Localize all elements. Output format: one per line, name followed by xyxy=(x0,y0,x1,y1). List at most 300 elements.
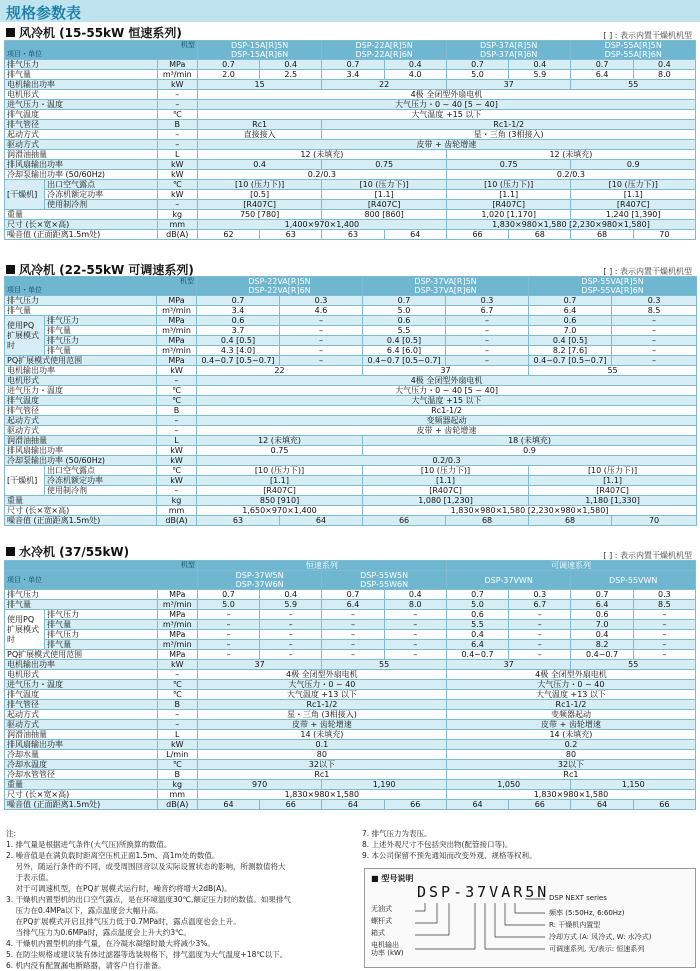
value-cell: Rc1-1/2 xyxy=(197,406,697,416)
model-name-cell: DSP-55VWN xyxy=(571,571,696,590)
row-label: 排气温度 xyxy=(5,690,158,700)
table-row xyxy=(5,406,697,416)
square-bullet-icon xyxy=(6,28,15,37)
value-cell: [1.1] xyxy=(529,476,697,486)
value-cell: 星・三角 (3相接入) xyxy=(322,130,696,140)
row-unit: L xyxy=(157,730,197,740)
value-cell: 0.4 xyxy=(571,630,633,640)
table-row xyxy=(5,230,696,240)
row-label: 排气压力 xyxy=(5,60,158,70)
value-cell: 14 (未填充) xyxy=(197,730,446,740)
row-unit: MPa xyxy=(157,60,197,70)
value-cell: – xyxy=(260,610,322,620)
table-row xyxy=(5,750,696,760)
table-row xyxy=(5,60,696,70)
value-cell: 0.4 xyxy=(509,60,571,70)
dryer-note: [ ] : 表示内置干燥机机型 xyxy=(603,267,692,276)
row-label: 进气压力・温度 xyxy=(5,680,158,690)
value-cell: 0.7 xyxy=(571,590,633,600)
row-label: 排气温度 xyxy=(5,110,158,120)
row-label: 驱动方式 xyxy=(5,426,157,436)
row-unit: ℃ xyxy=(157,396,197,406)
table-row xyxy=(5,386,697,396)
value-cell: 0.7 xyxy=(446,590,508,600)
row-unit: dB(A) xyxy=(157,800,197,810)
value-cell: Rc1-1/2 xyxy=(197,700,446,710)
value-cell: 1,080 [1,230] xyxy=(363,496,529,506)
value-cell: [1.1] xyxy=(322,190,447,200)
table-row xyxy=(5,466,697,476)
value-cell: 3.4 xyxy=(197,306,280,316)
row-label: 排气管径 xyxy=(5,120,158,130)
value-cell: [10 (压力下)] xyxy=(446,180,571,190)
row-unit: MPa xyxy=(157,336,197,346)
note-item: 9. 本公司保留不预先通知而改变外观、规格等权利。 xyxy=(362,851,537,860)
page-title: 规格参数表 xyxy=(6,4,82,22)
row-label: 电机输出功率 xyxy=(5,660,158,670)
table-header-row xyxy=(5,571,696,590)
value-cell: 5.0 xyxy=(446,600,508,610)
model-code-right-label: 可调速系列, 无/表示: 恒速系列 xyxy=(549,945,645,953)
table-row xyxy=(5,376,697,386)
table-row xyxy=(5,426,697,436)
value-cell: 1,050 xyxy=(446,780,571,790)
row-label: 排风扇输出功率 xyxy=(5,740,158,750)
value-cell: 0.7 xyxy=(529,296,612,306)
row-label: 排气量 xyxy=(45,326,157,336)
value-cell: 0.4 xyxy=(446,630,508,640)
header-model-label: 机型 xyxy=(180,41,195,49)
value-cell: 4极 全闭型外扇电机 xyxy=(197,376,697,386)
header-item-label: 项目・单位 xyxy=(7,50,42,58)
value-cell: 大气温度 +15 以下 xyxy=(197,110,695,120)
value-cell: – xyxy=(384,620,446,630)
model-name-cell: DSP-55A[R]5N DSP-55A[R]6N xyxy=(571,41,696,60)
value-cell: – xyxy=(509,650,571,660)
table-row xyxy=(5,130,696,140)
notes-block-2 xyxy=(362,828,692,861)
value-cell: [1.1] xyxy=(197,476,363,486)
note-item: 1. 排气量是根据进气条件(大气压)所换算的数值。 xyxy=(6,840,172,849)
value-cell: 0.4 xyxy=(260,60,322,70)
value-cell: 0.6 xyxy=(446,610,508,620)
model-name-cell: DSP-37W5N DSP-37W6N xyxy=(197,571,322,590)
value-cell: – xyxy=(384,630,446,640)
row-unit: dB(A) xyxy=(157,516,197,526)
value-cell: 8.0 xyxy=(384,600,446,610)
value-cell: 变频器起动 xyxy=(446,710,695,720)
value-cell: 0.1 xyxy=(197,740,446,750)
row-label: 排气压力 xyxy=(45,610,157,620)
value-cell: 8.5 xyxy=(612,306,697,316)
row-unit: – xyxy=(157,720,197,730)
model-name-cell: DSP-22A[R]5N DSP-22A[R]6N xyxy=(322,41,447,60)
row-unit: – xyxy=(157,376,197,386)
value-cell: 6.4 xyxy=(322,600,384,610)
table-row xyxy=(5,720,696,730)
table-row xyxy=(5,680,696,690)
model-code-left-label: 电机输出 功率 (kW) xyxy=(371,941,404,957)
row-label: 尺寸 (长×宽×高) xyxy=(5,506,157,516)
value-cell: 800 [860] xyxy=(322,210,447,220)
table-row xyxy=(5,710,696,720)
row-unit: kW xyxy=(157,80,197,90)
value-cell: 0.7 xyxy=(363,296,446,306)
table-row xyxy=(5,120,696,130)
row-label: 排风扇输出功率 xyxy=(5,446,157,456)
value-cell: 66 xyxy=(509,800,571,810)
value-cell: – xyxy=(446,346,529,356)
value-cell: 4极 全闭型外扇电机 xyxy=(197,90,695,100)
row-label: 重量 xyxy=(5,780,158,790)
value-cell: 7.0 xyxy=(571,620,633,630)
value-cell: 70 xyxy=(612,516,697,526)
value-cell: 64 xyxy=(280,516,363,526)
value-cell: – xyxy=(446,336,529,346)
notes-list xyxy=(362,828,692,861)
value-cell: 0.4 xyxy=(197,160,322,170)
group-variable-label: 可调速系列 xyxy=(446,561,695,571)
row-label: 进气压力・温度 xyxy=(5,386,157,396)
table-row xyxy=(5,170,696,180)
value-cell: [10 (压力下)] xyxy=(571,180,696,190)
value-cell: 22 xyxy=(322,80,447,90)
value-cell: 68 xyxy=(509,230,571,240)
table-row xyxy=(5,590,696,600)
table-row xyxy=(5,346,697,356)
note-item: 8. 上述外观尺寸不包括突出物(配管接口等)。 xyxy=(362,840,513,849)
value-cell: 6.4 [6.0] xyxy=(363,346,446,356)
value-cell: 5.0 xyxy=(363,306,446,316)
table-group-header-row xyxy=(5,561,696,571)
value-cell: 55 xyxy=(529,366,697,376)
model-name-cell: DSP-22VA[R]5N DSP-22VA[R]6N xyxy=(197,277,363,296)
value-cell: 0.4~0.7 [0.5~0.7] xyxy=(197,356,280,366)
section-title-fixed: 风冷机 (15-55kW 恒速系列) xyxy=(6,24,182,41)
table-row xyxy=(5,700,696,710)
value-cell: 63 xyxy=(260,230,322,240)
row-unit: kg xyxy=(157,496,197,506)
value-cell: [1.1] xyxy=(446,190,571,200)
value-cell: – xyxy=(446,356,529,366)
row-label: 起动方式 xyxy=(5,710,158,720)
row-unit: L xyxy=(157,150,197,160)
value-cell: – xyxy=(322,620,384,630)
value-cell: – xyxy=(280,346,363,356)
table-row xyxy=(5,316,697,326)
value-cell: 66 xyxy=(633,800,695,810)
value-cell: – xyxy=(509,610,571,620)
value-cell: – xyxy=(509,640,571,650)
note-item: 在PQ扩展模式开启且排气压力低于0.7MPa时，露点温度也会上升。 xyxy=(6,917,241,926)
value-cell: 64 xyxy=(197,800,259,810)
value-cell: – xyxy=(509,620,571,630)
row-label: 润滑油抽量 xyxy=(5,730,158,740)
model-name-cell: DSP-37A[R]5N DSP-37A[R]6N xyxy=(446,41,571,60)
model-name-cell: DSP-37VWN xyxy=(446,571,571,590)
row-label: 电机输出功率 xyxy=(5,80,158,90)
table-row xyxy=(5,356,697,366)
row-unit: MPa xyxy=(157,650,197,660)
row-label: 排气量 xyxy=(45,640,157,650)
header-model-label: 机型 xyxy=(5,561,198,571)
dryer-note: [ ] : 表示内置干燥机机型 xyxy=(603,551,692,560)
value-cell: 0.9 xyxy=(571,160,696,170)
value-cell: [1.1] xyxy=(363,476,529,486)
value-cell: 0.3 xyxy=(280,296,363,306)
row-label: 排气压力 xyxy=(5,296,157,306)
row-unit: kg xyxy=(157,210,197,220)
value-cell: – xyxy=(197,630,259,640)
value-cell: – xyxy=(260,620,322,630)
value-cell: 4.3 [4.0] xyxy=(197,346,280,356)
value-cell: Rc1 xyxy=(446,770,695,780)
value-cell: 0.4 xyxy=(384,60,446,70)
row-unit: kW xyxy=(157,366,197,376)
row-label: 噪音值 (正面距离1.5m处) xyxy=(5,516,157,526)
row-unit: MPa xyxy=(157,610,197,620)
row-unit: B xyxy=(157,406,197,416)
value-cell: 8.2 xyxy=(571,640,633,650)
value-cell: [0.5] xyxy=(197,190,322,200)
value-cell: 850 [910] xyxy=(197,496,363,506)
value-cell: 0.3 xyxy=(509,590,571,600)
value-cell: – xyxy=(260,650,322,660)
value-cell: 1,180 [1,330] xyxy=(529,496,697,506)
table-row xyxy=(5,180,696,190)
value-cell: 皮带 + 齿轮增速 xyxy=(197,426,697,436)
value-cell: [R407C] xyxy=(529,486,697,496)
value-cell: 37 xyxy=(363,366,529,376)
model-code-left-label: 无油式 xyxy=(371,905,392,913)
row-label: 排气温度 xyxy=(5,396,157,406)
model-code-right-label: 频率 (5:50Hz, 6:60Hz) xyxy=(549,909,625,917)
row-unit: – xyxy=(157,90,197,100)
header-item-label: 项目・单位 xyxy=(5,571,198,590)
value-cell: 0.7 xyxy=(571,60,633,70)
row-unit: B xyxy=(157,700,197,710)
row-unit: MPa xyxy=(157,590,197,600)
row-unit: – xyxy=(157,710,197,720)
row-unit: m³/min xyxy=(157,326,197,336)
table-row xyxy=(5,160,696,170)
value-cell: 4极 全闭型外扇电机 xyxy=(446,670,695,680)
table-row xyxy=(5,770,696,780)
table-row xyxy=(5,730,696,740)
model-code-left-label: 螺杆式 xyxy=(371,917,392,925)
row-label: 排气压力 xyxy=(5,590,158,600)
row-unit: – xyxy=(157,130,197,140)
row-label: 冷却水温度 xyxy=(5,760,158,770)
row-unit: kW xyxy=(157,190,197,200)
table-row xyxy=(5,790,696,800)
model-code: DSP-37VAR5N xyxy=(417,883,550,901)
row-label: 尺寸 (长×宽×高) xyxy=(5,790,158,800)
value-cell: 4.0 xyxy=(384,70,446,80)
value-cell: 0.7 xyxy=(322,60,384,70)
value-cell: 0.4 xyxy=(633,60,695,70)
table-row xyxy=(5,70,696,80)
value-cell: 0.4~0.7 xyxy=(571,650,633,660)
row-label: PQ扩展模式使用范围 xyxy=(5,650,158,660)
value-cell: [R407C] xyxy=(322,200,447,210)
table-row xyxy=(5,200,696,210)
row-label: 使用制冷剂 xyxy=(45,486,157,496)
value-cell: 18 (未填充) xyxy=(363,436,697,446)
row-label: 起动方式 xyxy=(5,130,158,140)
row-unit: – xyxy=(157,416,197,426)
value-cell: 64 xyxy=(446,800,508,810)
table-row xyxy=(5,760,696,770)
value-cell: 2.0 xyxy=(197,70,259,80)
row-label: 噪音值 (正面距离1.5m处) xyxy=(5,800,158,810)
value-cell: 64 xyxy=(322,800,384,810)
notes-head: 注: xyxy=(6,829,17,838)
value-cell: 大气温度 +15 以下 xyxy=(197,396,697,406)
value-cell: 1,150 xyxy=(571,780,696,790)
row-unit: m³/min xyxy=(157,346,197,356)
value-cell: 55 xyxy=(571,660,696,670)
row-label: 冷却泵输出功率 (50/60Hz) xyxy=(5,170,158,180)
square-bullet-icon xyxy=(6,547,15,556)
value-cell: – xyxy=(260,630,322,640)
value-cell: 0.4~0.7 [0.5~0.7] xyxy=(363,356,446,366)
value-cell: 55 xyxy=(571,80,696,90)
row-label: 排气管径 xyxy=(5,406,157,416)
model-name-cell: DSP-55W5N DSP-55W6N xyxy=(322,571,447,590)
value-cell: 80 xyxy=(197,750,446,760)
row-unit: kW xyxy=(157,476,197,486)
value-cell: – xyxy=(280,326,363,336)
value-cell: 1,240 [1,390] xyxy=(571,210,696,220)
row-label: 冷冻机额定功率 xyxy=(45,476,157,486)
value-cell: – xyxy=(384,640,446,650)
table-row xyxy=(5,456,697,466)
value-cell: 5.0 xyxy=(197,600,259,610)
value-cell: 5.9 xyxy=(260,600,322,610)
header-item-label: 项目・单位 xyxy=(7,286,42,294)
value-cell: – xyxy=(322,650,384,660)
value-cell: – xyxy=(322,640,384,650)
value-cell: 68 xyxy=(571,230,633,240)
value-cell: Rc1 xyxy=(197,120,322,130)
value-cell: 0.75 xyxy=(446,160,571,170)
value-cell: – xyxy=(280,316,363,326)
pq-group-label: 使用PQ 扩展模式时 xyxy=(5,610,45,650)
value-cell: – xyxy=(197,650,259,660)
value-cell: 7.0 xyxy=(529,326,612,336)
table-row xyxy=(5,220,696,230)
value-cell: 0.7 xyxy=(197,60,259,70)
row-label: 电机形式 xyxy=(5,376,157,386)
value-cell: – xyxy=(612,316,697,326)
table-row xyxy=(5,296,697,306)
value-cell: 大气压力・0 ~ 40 [5 ~ 40] xyxy=(197,386,697,396)
note-item: 另外，随运行条件的不同，或受周围回音以及实际设置状态的影响，所测数值将大 xyxy=(6,862,286,871)
table-row xyxy=(5,326,697,336)
value-cell: 1,830×980×1,580 [2,230×980×1,580] xyxy=(446,220,695,230)
value-cell: 0.3 xyxy=(446,296,529,306)
value-cell: [R407C] xyxy=(571,200,696,210)
spec-table-variable xyxy=(4,276,697,526)
model-code-right-label: DSP NEXT series xyxy=(549,894,607,902)
row-unit: – xyxy=(157,140,197,150)
value-cell: 3.4 xyxy=(322,70,384,80)
value-cell: 0.6 xyxy=(529,316,612,326)
table-row xyxy=(5,506,697,516)
note-item: 4. 干燥机内置型机的排气量，在冷凝水凝缩时最大将减少3%。 xyxy=(6,939,215,948)
table-row xyxy=(5,150,696,160)
value-cell: 63 xyxy=(197,516,280,526)
note-item: 压力在0.4MPa以下，露点温度会大幅升高。 xyxy=(6,906,163,915)
row-label: 驱动方式 xyxy=(5,720,158,730)
value-cell: – xyxy=(633,640,695,650)
model-name-cell: DSP-55VA[R]5N DSP-55VA[R]6N xyxy=(529,277,697,296)
row-unit: mm xyxy=(157,220,197,230)
value-cell: 37 xyxy=(446,80,571,90)
table-row xyxy=(5,140,696,150)
value-cell: [10 (压力下)] xyxy=(363,466,529,476)
value-cell: 0.2/0.3 xyxy=(197,456,697,466)
value-cell: 66 xyxy=(384,800,446,810)
value-cell: 0.7 xyxy=(322,590,384,600)
note-item: 5. 在防尘规格或建议装有体过滤器等选装规格下，排气温度为大气温度+18℃以下。 xyxy=(6,950,288,959)
value-cell: 68 xyxy=(446,516,529,526)
row-unit: – xyxy=(157,426,197,436)
row-unit: kW xyxy=(157,170,197,180)
value-cell: 66 xyxy=(260,800,322,810)
table-row xyxy=(5,600,696,610)
table-row xyxy=(5,306,697,316)
notes-block xyxy=(6,828,356,971)
value-cell: 0.6 xyxy=(363,316,446,326)
row-label: 排气量 xyxy=(45,346,157,356)
row-label: 排气压力 xyxy=(45,336,157,346)
value-cell: 0.4 xyxy=(384,590,446,600)
value-cell: 6.7 xyxy=(509,600,571,610)
value-cell: 1,190 xyxy=(322,780,447,790)
value-cell: 1,650×970×1,400 xyxy=(197,506,363,516)
dryer-note: [ ] : 表示内置干燥机机型 xyxy=(603,31,692,40)
model-code-lines xyxy=(365,869,695,967)
value-cell: 22 xyxy=(197,366,363,376)
pq-group-label: 使用PQ 扩展模式时 xyxy=(5,316,45,356)
model-name-cell: DSP-37VA[R]5N DSP-37VA[R]6N xyxy=(363,277,529,296)
value-cell: 0.2/0.3 xyxy=(446,170,695,180)
row-label: 冷却泵输出功率 (50/60Hz) xyxy=(5,456,157,466)
value-cell: 15 xyxy=(197,80,322,90)
row-label: 重量 xyxy=(5,210,158,220)
row-unit: ℃ xyxy=(157,680,197,690)
value-cell: – xyxy=(322,610,384,620)
table-row xyxy=(5,90,696,100)
section-title-variable: 风冷机 (22-55kW 可调速系列) xyxy=(6,261,194,278)
table-row xyxy=(5,690,696,700)
row-label: 排气量 xyxy=(45,620,157,630)
table-row xyxy=(5,496,697,506)
value-cell: 750 [780] xyxy=(197,210,322,220)
value-cell: 37 xyxy=(446,660,571,670)
value-cell: 5.9 xyxy=(509,70,571,80)
value-cell: 70 xyxy=(633,230,695,240)
table-row xyxy=(5,620,696,630)
value-cell: 0.2/0.3 xyxy=(197,170,446,180)
value-cell: 0.4 [0.5] xyxy=(197,336,280,346)
value-cell: 12 (未填充) xyxy=(197,436,363,446)
row-unit: L xyxy=(157,436,197,446)
value-cell: – xyxy=(446,326,529,336)
value-cell: [R407C] xyxy=(446,200,571,210)
